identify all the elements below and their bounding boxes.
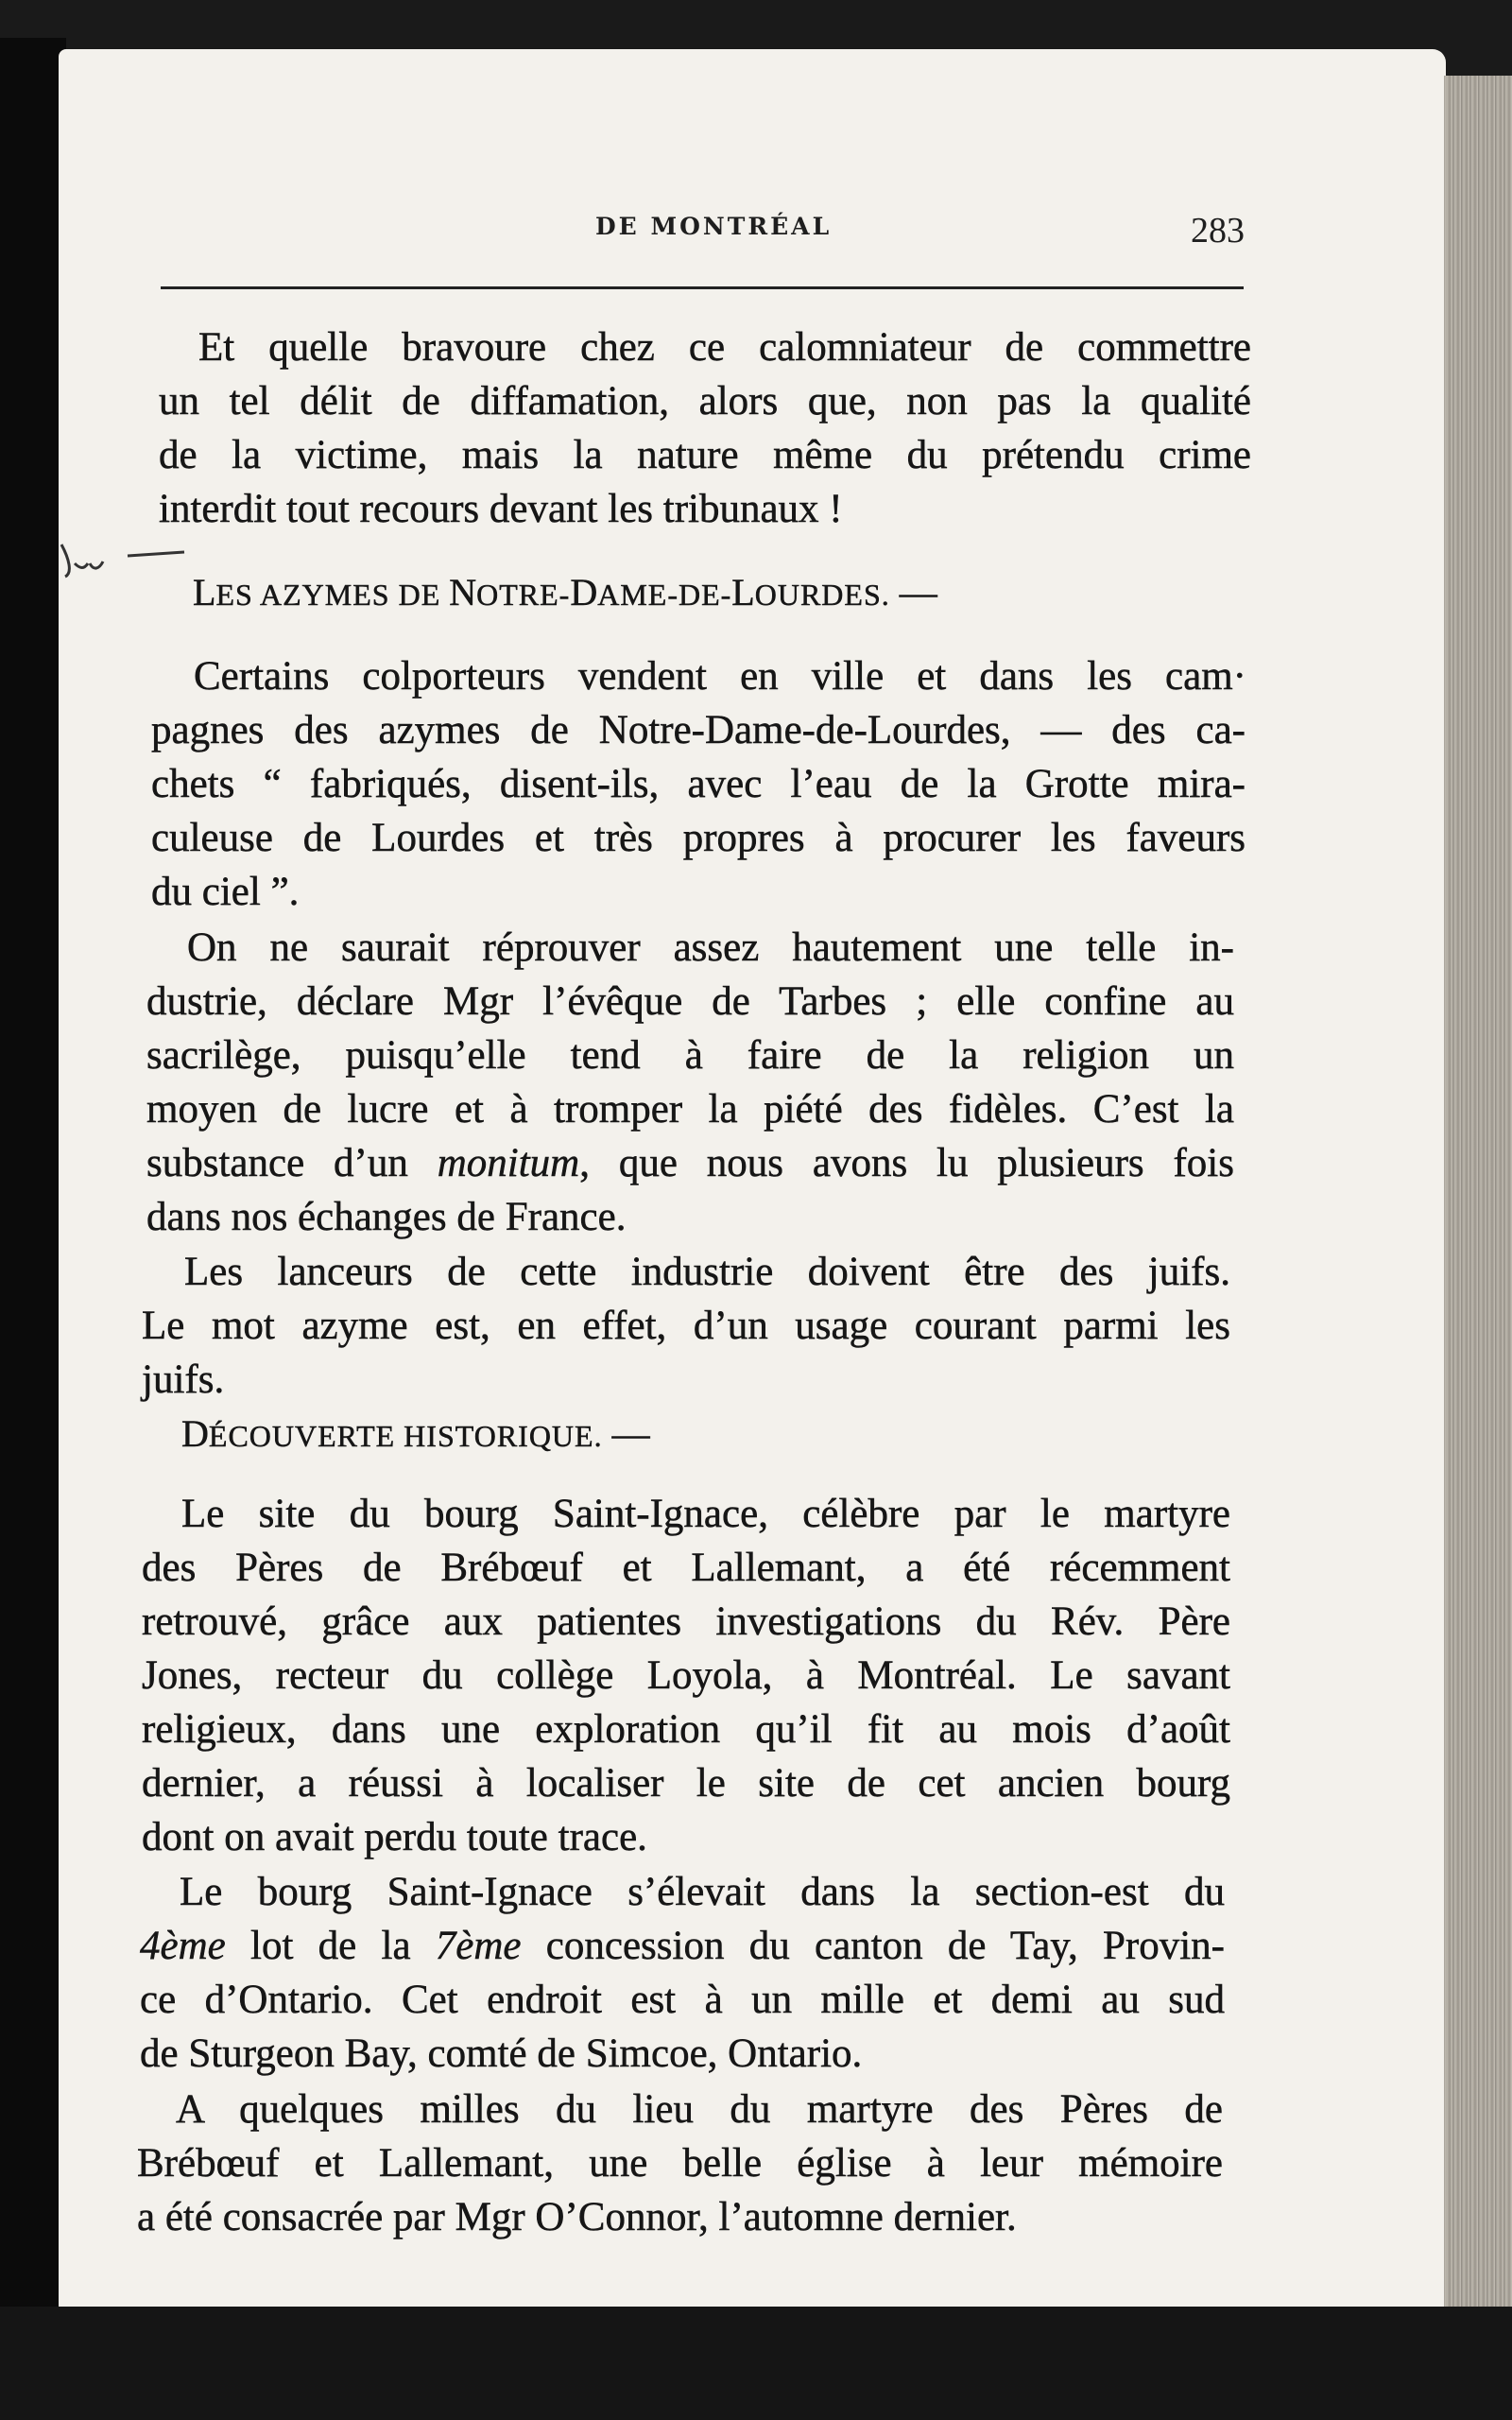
text-line: retrouvé, grâce aux patientes investigations du Rév. Père (142, 1599, 1230, 1644)
text-line: interdit tout recours devant les tribunaux ! (159, 487, 843, 531)
heading-dash: — (889, 571, 937, 614)
section-heading-decouverte (181, 1409, 650, 1459)
page-number: 283 (1191, 211, 1245, 251)
heading-part: ÉCOUVERTE HISTORIQUE. (208, 1419, 603, 1453)
heading-letter: D (570, 571, 598, 614)
text-line: dernier, a réussi à localiser le site de cet ancien bourg (142, 1761, 1230, 1806)
heading-letter: D (181, 1412, 209, 1455)
heading-part: AME-DE- (597, 578, 732, 612)
text-line: de Sturgeon Bay, comté de Simcoe, Ontario. (140, 2031, 863, 2076)
header-rule (161, 286, 1244, 289)
text-line: juifs. (142, 1357, 225, 1402)
heading-part: ES AZYMES DE (215, 578, 450, 612)
text-line: pagnes des azymes de Notre-Dame-de-Lourdes, — des ca- (151, 708, 1246, 752)
text-line: sacrilège, puisqu’elle tend à faire de la religion un (146, 1033, 1234, 1078)
heading-part: OTRE- (476, 578, 571, 612)
text-line: chets “ fabriqués, disent-ils, avec l’eau de la Grotte mira- (151, 762, 1246, 806)
text-run: substance d’un (146, 1141, 438, 1185)
heading-letter: N (449, 571, 477, 614)
text-line: un tel délit de diffamation, alors que, non pas la qualité (159, 379, 1251, 424)
text-line: a été consacrée par Mgr O’Connor, l’automne dernier. (137, 2195, 1017, 2239)
page-edges (1444, 76, 1512, 2335)
italic-term: 7ème (435, 1924, 522, 1968)
book-spine-shadow (0, 38, 66, 2344)
text-line: dont on avait perdu toute trace. (142, 1815, 647, 1859)
text-line: culeuse de Lourdes et très propres à procurer les faveurs (151, 816, 1246, 860)
text-line: Brébœuf et Lallemant, une belle église à leur mémoire (137, 2141, 1223, 2186)
text-line: Le site du bourg Saint-Ignace, célèbre par le martyre (181, 1492, 1230, 1536)
heading-letter: L (193, 571, 216, 614)
running-head: DE MONTRÉAL (595, 213, 833, 240)
text-line: Jones, recteur du collège Loyola, à Montréal. Le savant (142, 1653, 1230, 1698)
text-line: dans nos échanges de France. (146, 1195, 627, 1239)
text-line: Le mot azyme est, en effet, d’un usage courant parmi les (142, 1304, 1230, 1348)
text-line: ce d’Ontario. Cet endroit est à un mille et demi au sud (140, 1978, 1225, 2022)
heading-dash: — (602, 1412, 650, 1455)
text-line: Et quelle bravoure chez ce calomniateur de commettre (198, 325, 1251, 370)
text-line: dustrie, déclare Mgr l’évêque de Tarbes ; elle confine au (146, 979, 1234, 1024)
text-line (146, 1139, 1234, 1188)
text-line: On ne saurait réprouver assez hautement une telle in- (187, 925, 1234, 970)
margin-annotation-mark (52, 535, 194, 582)
section-heading-azymes (193, 568, 937, 617)
heading-part: OURDES. (754, 578, 890, 612)
text-line: Les lanceurs de cette industrie doivent être des juifs. (184, 1250, 1230, 1294)
text-run: , que nous avons lu plusieurs fois (579, 1141, 1234, 1185)
text-run: lot de la (225, 1924, 436, 1968)
text-run: concession du canton de Tay, Provin- (521, 1924, 1226, 1968)
italic-term: monitum (437, 1141, 580, 1185)
text-line: moyen de lucre et à tromper la piété des fidèles. C’est la (146, 1087, 1234, 1132)
text-line: Le bourg Saint-Ignace s’élevait dans la section-est du (180, 1870, 1225, 1914)
bottom-shadow (0, 2307, 1512, 2420)
text-line: du ciel ”. (151, 870, 300, 914)
text-line: A quelques milles du lieu du martyre des Pères de (176, 2087, 1223, 2132)
heading-letter: L (731, 571, 755, 614)
text-line: religieux, dans une exploration qu’il fit au mois d’août (142, 1707, 1230, 1752)
text-line (140, 1922, 1225, 1971)
text-line: de la victime, mais la nature même du prétendu crime (159, 433, 1251, 477)
text-line: des Pères de Brébœuf et Lallemant, a été récemment (142, 1546, 1230, 1590)
italic-term: 4ème (140, 1924, 226, 1968)
text-line: Certains colporteurs vendent en ville et dans les cam· (194, 654, 1246, 699)
